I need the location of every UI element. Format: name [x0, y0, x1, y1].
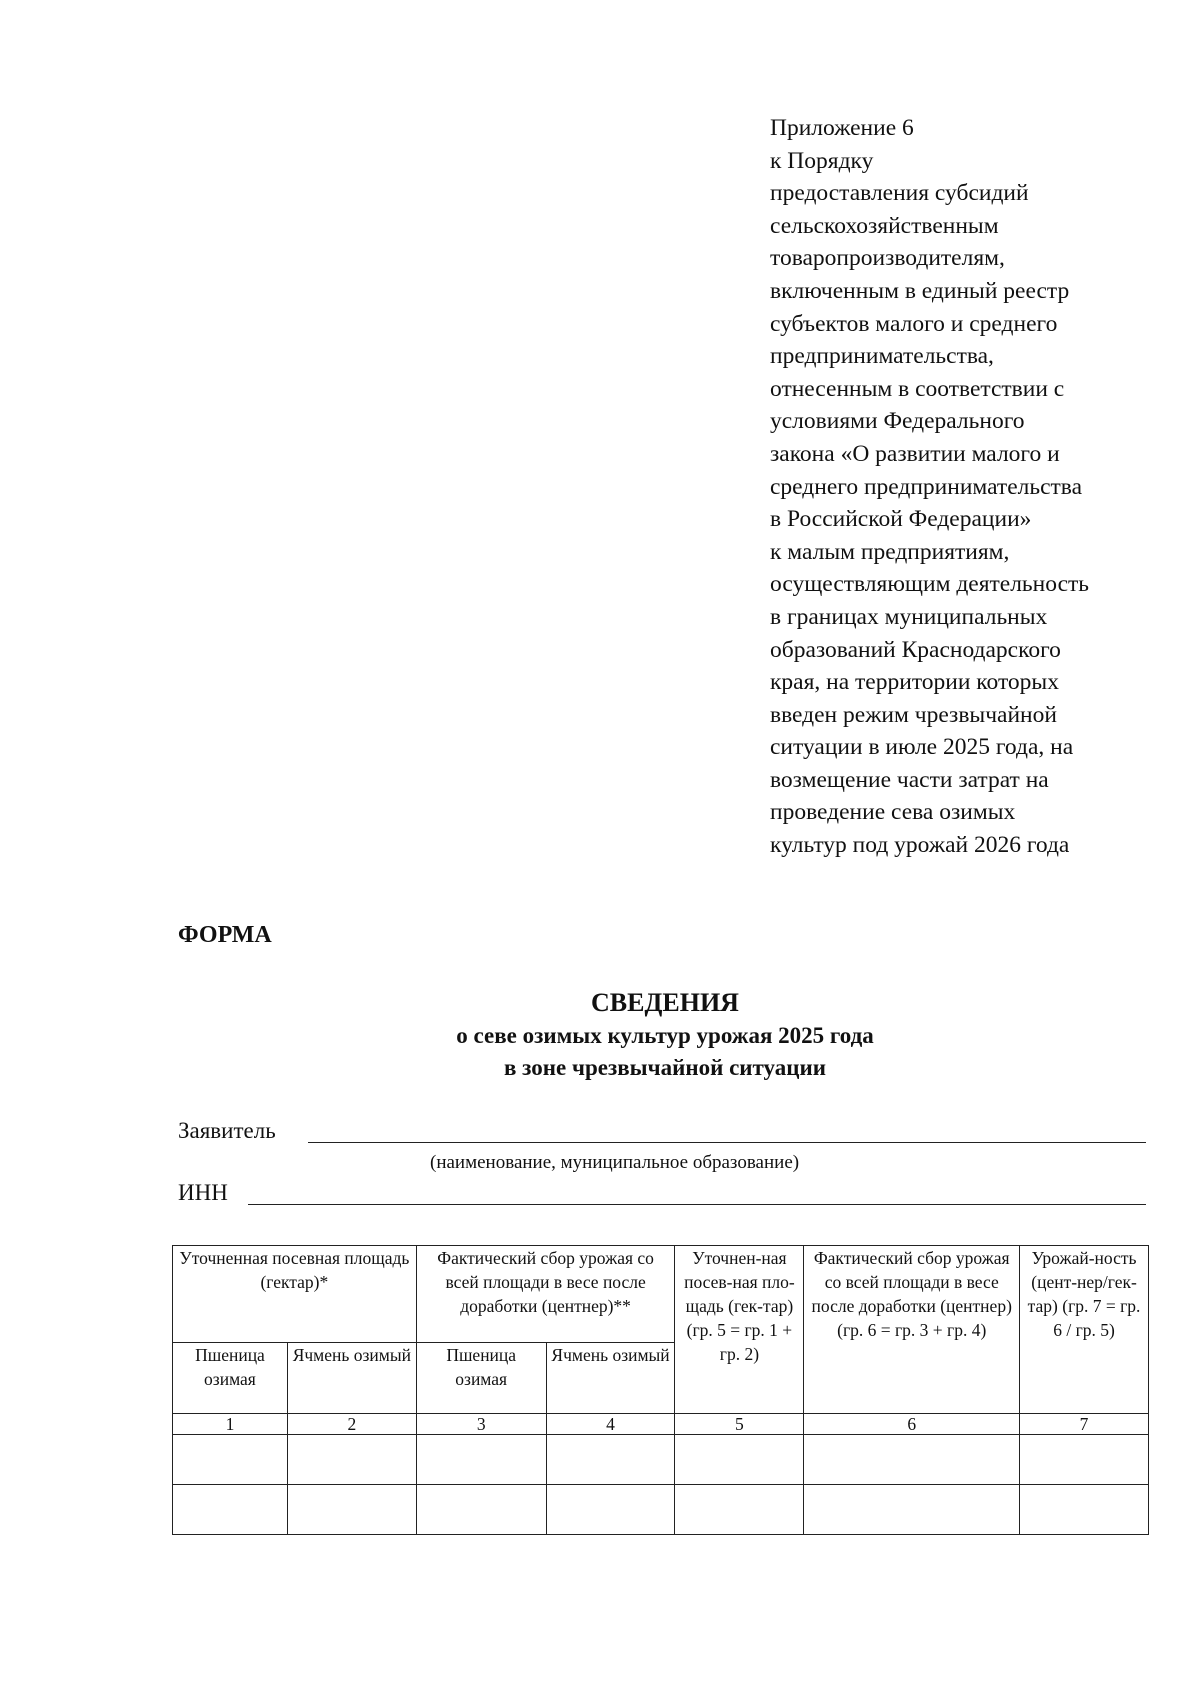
table-cell[interactable] — [1020, 1485, 1149, 1535]
appendix-line: культур под урожай 2026 года — [770, 832, 1070, 859]
table-cell[interactable] — [287, 1435, 416, 1485]
column-number: 2 — [287, 1414, 416, 1435]
appendix-line: сельскохозяйственным — [770, 212, 999, 239]
sub-wheat-area: Пшеница озимая — [173, 1343, 288, 1414]
document-title — [170, 986, 1160, 1084]
table-cell[interactable] — [173, 1485, 288, 1535]
table-cell[interactable] — [173, 1435, 288, 1485]
table-cell[interactable] — [675, 1485, 804, 1535]
header-harvest: Фактический сбор урожая со всей площади в весе после доработки (центнер)** — [416, 1246, 675, 1343]
appendix-line: условиями Федерального — [770, 408, 1025, 435]
sub-wheat-harvest: Пшеница озимая — [416, 1343, 546, 1414]
appendix-line: возмещение части затрат на — [770, 766, 1049, 793]
appendix-line: среднего предпринимательства — [770, 473, 1082, 500]
title-line-3: в зоне чрезвычайной ситуации — [504, 1055, 826, 1080]
column-number: 3 — [416, 1414, 546, 1435]
table-cell[interactable] — [416, 1435, 546, 1485]
header-row — [173, 1246, 1149, 1343]
sub-barley-area: Ячмень озимый — [287, 1343, 416, 1414]
appendix-line: к Порядку — [770, 147, 874, 174]
appendix-line: введен режим чрезвычайной — [770, 701, 1057, 728]
table-cell[interactable] — [804, 1485, 1020, 1535]
form-label: ФОРМА — [178, 922, 272, 948]
applicant-label: Заявитель — [178, 1118, 276, 1143]
title-line-2: о севе озимых культур урожая 2025 года — [456, 1023, 874, 1048]
column-number: 7 — [1020, 1414, 1149, 1435]
appendix-line: в Российской Федерации» — [770, 506, 1032, 533]
appendix-line: предоставления субсидий — [770, 180, 1029, 207]
appendix-line: образований Краснодарского — [770, 636, 1061, 663]
inn-label: ИНН — [178, 1180, 228, 1205]
appendix-line: закона «О развитии малого и — [770, 440, 1060, 467]
appendix-line: ситуации в июле 2025 года, на — [770, 734, 1074, 761]
column-number: 4 — [546, 1414, 675, 1435]
table-cell[interactable] — [546, 1485, 675, 1535]
appendix-line: товаропроизводителям, — [770, 245, 1005, 272]
sub-barley-harvest: Ячмень озимый — [546, 1343, 675, 1414]
table-cell[interactable] — [416, 1485, 546, 1535]
table-cell[interactable] — [287, 1485, 416, 1535]
header-col6: Фактический сбор урожая со всей площади в весе после доработки (центнер) (гр. 6 = гр. 3 + гр. 4) — [804, 1246, 1020, 1414]
column-number: 6 — [804, 1414, 1020, 1435]
table-cell[interactable] — [546, 1435, 675, 1485]
appendix-line: в границах муниципальных — [770, 603, 1048, 630]
appendix-line: осуществляющим деятельность — [770, 571, 1089, 598]
appendix-line: к малым предприятиям, — [770, 538, 1010, 565]
table-cell[interactable] — [1020, 1435, 1149, 1485]
applicant-field[interactable] — [308, 1142, 1146, 1143]
column-number: 1 — [173, 1414, 288, 1435]
table-cell[interactable] — [804, 1435, 1020, 1485]
data-table — [172, 1245, 1149, 1535]
table-cell[interactable] — [675, 1435, 804, 1485]
appendix-line: включенным в единый реестр — [770, 277, 1070, 304]
appendix-line: предпринимательства, — [770, 343, 994, 370]
appendix-line: края, на территории которых — [770, 669, 1059, 696]
appendix-line: Приложение 6 — [770, 115, 914, 141]
applicant-hint: (наименование, муниципальное образование) — [430, 1152, 800, 1173]
title-main: СВЕДЕНИЯ — [591, 988, 739, 1017]
column-number-row — [173, 1414, 1149, 1435]
inn-field[interactable] — [248, 1204, 1146, 1205]
table-row — [173, 1485, 1149, 1535]
appendix-block — [770, 112, 1180, 862]
appendix-line: субъектов малого и среднего — [770, 310, 1058, 337]
appendix-line: проведение сева озимых — [770, 799, 1016, 826]
header-col5: Уточнен-ная посев-ная пло-щадь (гек-тар) (гр. 5 = гр. 1 + гр. 2) — [675, 1246, 804, 1414]
header-area: Уточненная посевная площадь (гектар)* — [173, 1246, 417, 1343]
header-col7: Урожай-ность (цент-нер/гек-тар) (гр. 7 = гр. 6 / гр. 5) — [1020, 1246, 1149, 1414]
column-number: 5 — [675, 1414, 804, 1435]
table-row — [173, 1435, 1149, 1485]
appendix-line: отнесенным в соответствии с — [770, 375, 1065, 402]
